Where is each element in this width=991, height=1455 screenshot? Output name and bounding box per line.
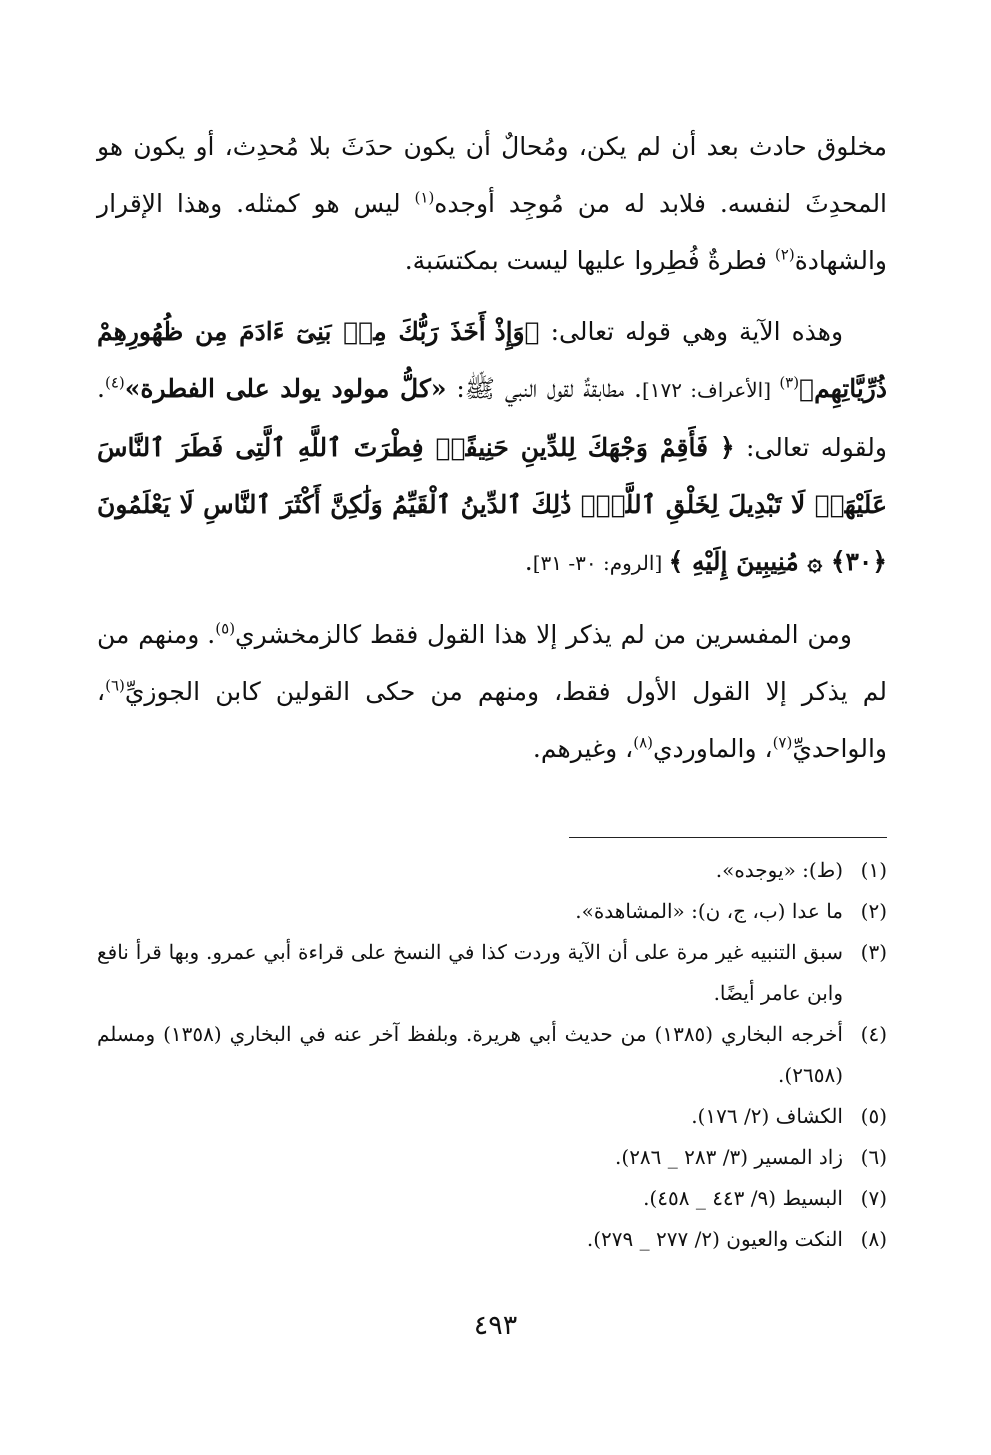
text-run: ، والماوردي [652, 734, 773, 763]
footnote-text: (ط): «يوجده». [715, 858, 843, 882]
paragraph-3 [97, 606, 887, 777]
footnote-text: البسيط (٩/ ٤٤٣ _ ٤٥٨). [643, 1186, 843, 1210]
footnotes [97, 850, 887, 1260]
footnote-ref-8: (٨) [633, 733, 653, 752]
footnote-number: (٥) [860, 1104, 887, 1128]
text-run: ، والواحديِّ [97, 677, 887, 763]
main-text [97, 118, 887, 791]
page-number: ٤٩٣ [473, 1310, 518, 1341]
text-run: . [524, 547, 533, 576]
footnote-number: (٤) [860, 1022, 887, 1046]
text-run: فطرةٌ فُطِروا عليها ليست بمكتسَبة. [404, 246, 775, 275]
footnote-item [97, 1096, 887, 1137]
quran-verse-araf: ﴿وَإِذْ أَخَذَ رَبُّكَ مِنۢ بَنِىٓ ءَادَمَ مِن ظُهُورِهِمْ ذُرِّيَّاتِهِم﴾ [97, 317, 887, 403]
paragraph-2 [97, 303, 887, 592]
text-run: . ومنهم من لم يذكر إلا القول الأول فقط، ومنهم من حكى القولين كابن الجوزيِّ [97, 620, 887, 706]
footnote-item [97, 1219, 887, 1260]
footnote-item [97, 1137, 887, 1178]
footnote-item [97, 1014, 887, 1096]
verse-reference: [الأعراف: ١٧٢] [641, 378, 780, 402]
footnote-text: ما عدا (ب، ج، ن): «المشاهدة». [575, 899, 843, 923]
footnote-number: (٦) [860, 1145, 887, 1169]
footnote-number: (٣) [860, 940, 887, 964]
footnote-number: (٢) [860, 899, 887, 923]
footnote-text: النكت والعيون (٢/ ٢٧٧ _ ٢٧٩). [586, 1227, 843, 1251]
footnote-number: (٧) [860, 1186, 887, 1210]
footnote-ref-3: (٣) [779, 373, 800, 392]
hadith-text: «كلُّ مولود يولد على الفطرة» [124, 374, 447, 403]
paragraph-1 [97, 118, 887, 289]
footnote-text: أخرجه البخاري (١٣٨٥) من حديث أبي هريرة. وبلفظ آخر عنه في البخاري (١٣٥٨) ومسلم (٢٦٥٨). [97, 1022, 843, 1087]
footnote-item [97, 891, 887, 932]
footnote-text: زاد المسير (٣/ ٢٨٣ _ ٢٨٦). [615, 1145, 843, 1169]
footnote-ref-4: (٤) [104, 373, 125, 392]
footnote-ref-6: (٦) [105, 676, 125, 695]
text-run: . مطابقةٌ لقول النبي ﷺ: [446, 374, 642, 403]
footnote-item [97, 850, 887, 891]
text-run: ، وغيرهم. [532, 734, 634, 763]
footnote-separator [569, 837, 887, 838]
footnote-text: الكشاف (٢/ ١٧٦). [691, 1104, 843, 1128]
text-run: ليس هو كمثله. وهذا الإقرار والشهادة [97, 189, 887, 275]
text-run: وهذه الآية وهي قوله تعالى: [539, 317, 844, 346]
footnote-number: (١) [860, 858, 887, 882]
footnote-number: (٨) [860, 1227, 887, 1251]
text-run: . ولقوله تعالى: [97, 374, 887, 462]
footnote-ref-7: (٧) [772, 733, 793, 752]
text-run: ومن المفسرين من لم يذكر إلا هذا القول فقط كالزمخشري [235, 620, 852, 649]
footnote-ref-2: (٢) [774, 245, 795, 264]
text-run: مخلوق حادث بعد أن لم يكن، ومُحالٌ أن يكون حدَثَ بلا مُحدِث، أو يكون هو المحدِثَ لنفسه. فلابد له من مُوجِد أوجده [97, 132, 888, 218]
footnote-ref-1: (١) [414, 188, 435, 207]
footnote-ref-5: (٥) [215, 619, 236, 638]
footnote-item [97, 932, 887, 1014]
footnote-text: سبق التنبيه غير مرة على أن الآية وردت كذا في النسخ على قراءة أبي عمرو. وبها قرأ نافع وابن عامر أيضًا. [97, 940, 843, 1005]
footnote-item [97, 1178, 887, 1219]
quran-verse-rum: ﴿ فَأَقِمْ وَجْهَكَ لِلدِّينِ حَنِيفًاۚ فِطْرَتَ ٱللَّهِ ٱلَّتِى فَطَرَ ٱلنَّاسَ عَلَيْهَاۚ لَا تَبْدِيلَ لِخَلْقِ ٱللَّهِۚ ذَٰلِكَ ٱلدِّينُ ٱلْقَيِّمُ وَلَٰكِنَّ أَكْثَرَ ٱلنَّاسِ لَا يَعْلَمُونَ ﴿٣٠﴾ ۞ مُنِيبِينَ إِلَيْهِ ﴾ [97, 433, 887, 576]
verse-reference: [الروم: ٣٠- ٣١] [532, 551, 669, 575]
